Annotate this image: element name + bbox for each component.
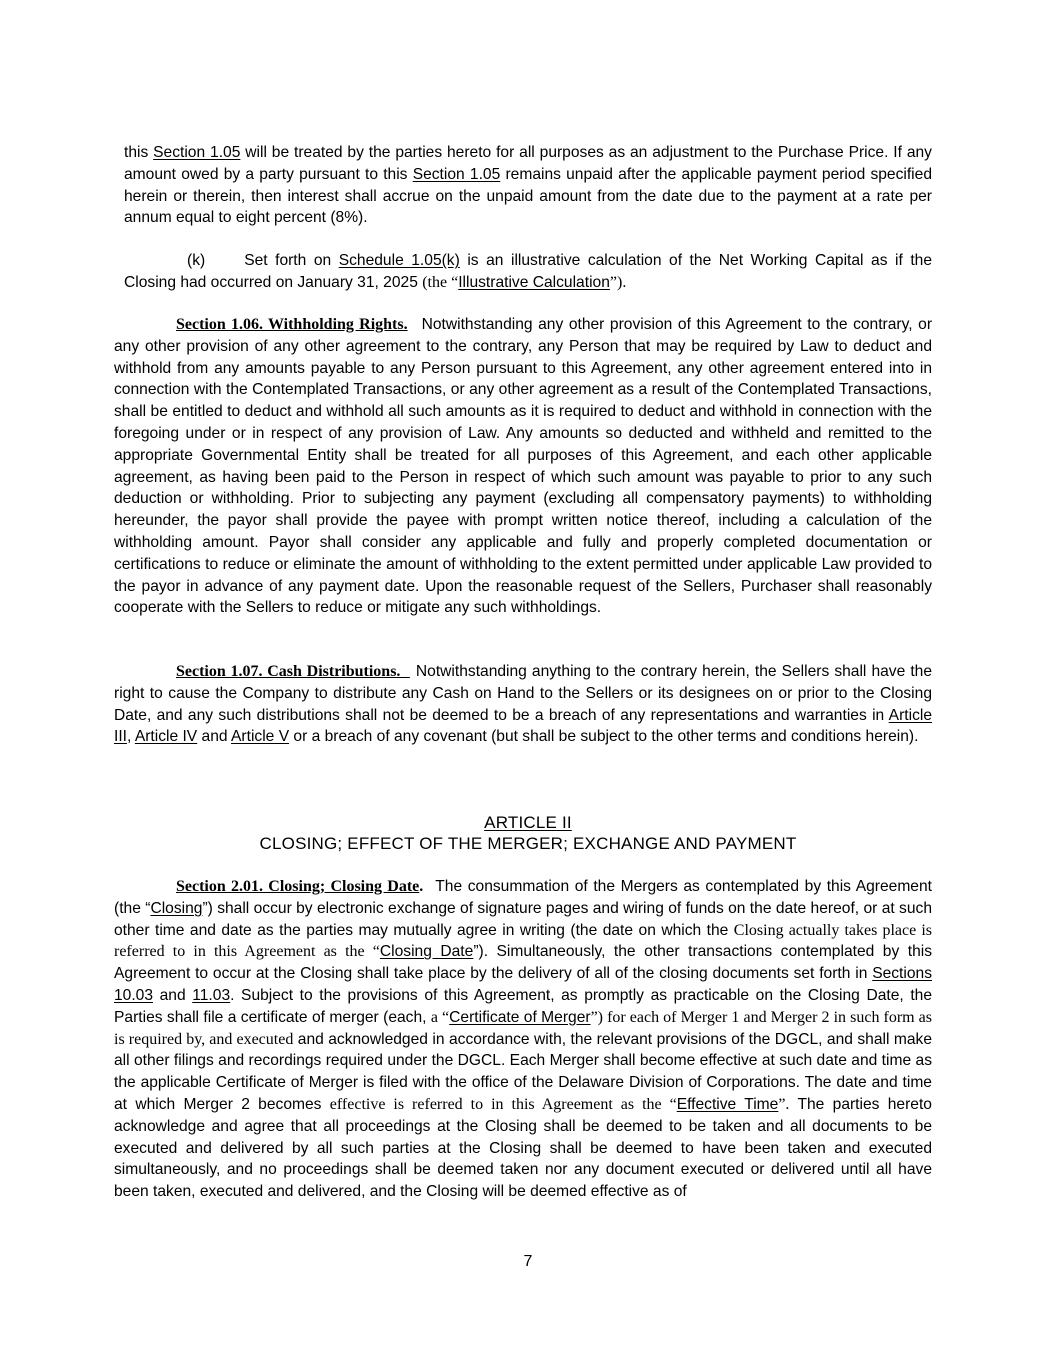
text: this	[124, 144, 154, 161]
defined-term: Illustrative Calculation	[458, 273, 610, 291]
paragraph-purchase-price-adjustment	[124, 142, 932, 229]
defined-term: Closing	[150, 899, 203, 917]
text: will be treated by the parties hereto for all purposes as an adjustment to the Purchase Price. If any amount owed by a party pursuant to this	[124, 144, 932, 183]
text: ”).	[609, 273, 627, 291]
text: or a breach of any covenant (but shall be subject to the other terms and conditions herein).	[289, 728, 919, 746]
article-title: CLOSING; EFFECT OF THE MERGER; EXCHANGE AND PAYMENT	[259, 834, 797, 853]
cross-reference-link[interactable]: Sections 10.03	[114, 965, 932, 1004]
page-number: 7	[523, 1253, 533, 1270]
text: Set forth on	[244, 252, 339, 269]
text: a “	[430, 1008, 450, 1026]
section-body: Notwithstanding any other provision of this Agreement to the contrary, or any other provision of any other agreement to the contrary, any Person that may be required by Law to deduct and withhold from any amounts payable to any Person pursuant to this Agreement, any other agreement entered into in connection with the Contemplated Transactions, or any other agreement as a result of the Contemplated Transactions, shall be entitled to deduct and withhold all such amounts as it is required to deduct and withhold in connection with the foregoing under or in respect of any provision of Law. Any amounts so deducted and withheld and remitted to the appropriate Governmental Entity shall be treated for all purposes of this Agreement, and each other applicable agreement, as having been paid to the Person in respect of which such amount was payable to prior to any such deduction or withholding. Prior to subjecting any payment (excluding all compensatory payments) to withholding hereunder, the payor shall provide the payee with prompt written notice thereof, including a calculation of the withholding amount. Payor shall consider any applicable and fully and properly completed documentation or certifications to reduce or eliminate the amount of withholding to the extent permitted under applicable Law provided to the payor in advance of any payment date. Upon the reasonable request of the Sellers, Purchaser shall reasonably cooperate with the Sellers to reduce or mitigate any such withholdings.	[114, 316, 933, 617]
cross-reference-link[interactable]: Section 1.05	[412, 165, 501, 183]
text: ”) shall occur by electronic exchange of signature pages and wiring of funds on the date hereof, or at such other time and date as the parties may mutually agree in writing (the date on which the	[114, 899, 932, 939]
paragraph-illustrative-calculation	[124, 250, 932, 294]
defined-term: Closing Date	[379, 943, 474, 961]
text: ”). Simultaneously, the other transactions contemplated by this Agreement to occur at the Closing shall take place by the delivery of all of the closing documents set forth in	[114, 943, 933, 983]
text: remains unpaid after the applicable payment period specified herein or therein, then interest shall accrue on the unpaid amount from the date due to the payment at a rate per annum equal to eight percent (8%).	[124, 165, 932, 227]
cross-reference-link[interactable]: Schedule 1.05(k)	[338, 252, 460, 269]
text: The parties hereto acknowledge and agree that all proceedings at the Closing shall be deemed to be taken and all documents to be executed and delivered by all such parties at the Closing shall be deemed to have been taken and executed simultaneously, and no proceedings shall be deemed taken nor any document executed or delivered until all have been taken, executed and delivered, and the Closing will be deemed effective as of	[114, 1095, 932, 1201]
heading-period: .	[419, 878, 424, 895]
text: ”) for each of Merger 1 and Merger 2 in such form as is required by, and executed	[114, 1008, 933, 1048]
text: and	[197, 728, 232, 746]
section-2-01-closing-date	[114, 876, 932, 1203]
section-1-06-withholding-rights	[114, 314, 932, 619]
section-heading: Section 1.06. Withholding Rights.	[176, 316, 408, 333]
section-1-07-cash-distributions	[114, 661, 932, 748]
text: effective is referred to in this Agreement as the “	[329, 1095, 677, 1113]
cross-reference-link[interactable]: Article IV	[134, 728, 198, 746]
cross-reference-link[interactable]: Article V	[231, 728, 290, 746]
text: The consummation of the Mergers as contemplated by this Agreement (the “	[114, 878, 932, 917]
defined-term: Effective Time	[676, 1095, 779, 1113]
cross-reference-link[interactable]: 11.03	[192, 986, 231, 1004]
text: . Subject to the provisions of this Agreement, as promptly as practicable on the Closing Date, the Parties shall file a certificate of merger (each,	[114, 986, 932, 1026]
cross-reference-link[interactable]: Article III	[114, 706, 932, 746]
section-heading: Section 1.07. Cash Distributions.	[176, 663, 401, 680]
defined-term: Certificate of Merger	[449, 1008, 591, 1026]
article-number-text: ARTICLE II	[484, 813, 572, 832]
text: and	[153, 986, 193, 1004]
text: Notwithstanding anything to the contrary herein, the Sellers shall have the right to cause the Company to distribute any Cash on Hand to the Sellers or its designees on or prior to the Closing Date, and any such distributions shall not be deemed to be a breach of any representations and warranties in	[114, 663, 933, 724]
text: ,	[127, 728, 135, 746]
clause-label: (k)	[187, 252, 206, 269]
cross-reference-link[interactable]: Section 1.05	[153, 144, 241, 161]
text: is an illustrative calculation of the Net Working Capital as if the Closing had occurred on January 31, 2025	[124, 252, 933, 291]
text: (the “	[422, 273, 459, 291]
text: ”.	[778, 1095, 790, 1113]
section-heading: Section 2.01. Closing; Closing Date	[176, 878, 420, 895]
text: Closing actually takes place is referred to in this Agreement as the “	[114, 921, 932, 961]
article-number	[114, 812, 942, 834]
text: and acknowledged in accordance with, the relevant provisions of the DGCL, and shall make all other filings and recordings required under the DGCL. Each Merger shall become effective at such date and time as the applicable Certificate of Merger is filed with the office of the Delaware Division of Corporations. The date and time at which Merger 2 becomes	[114, 1030, 933, 1113]
